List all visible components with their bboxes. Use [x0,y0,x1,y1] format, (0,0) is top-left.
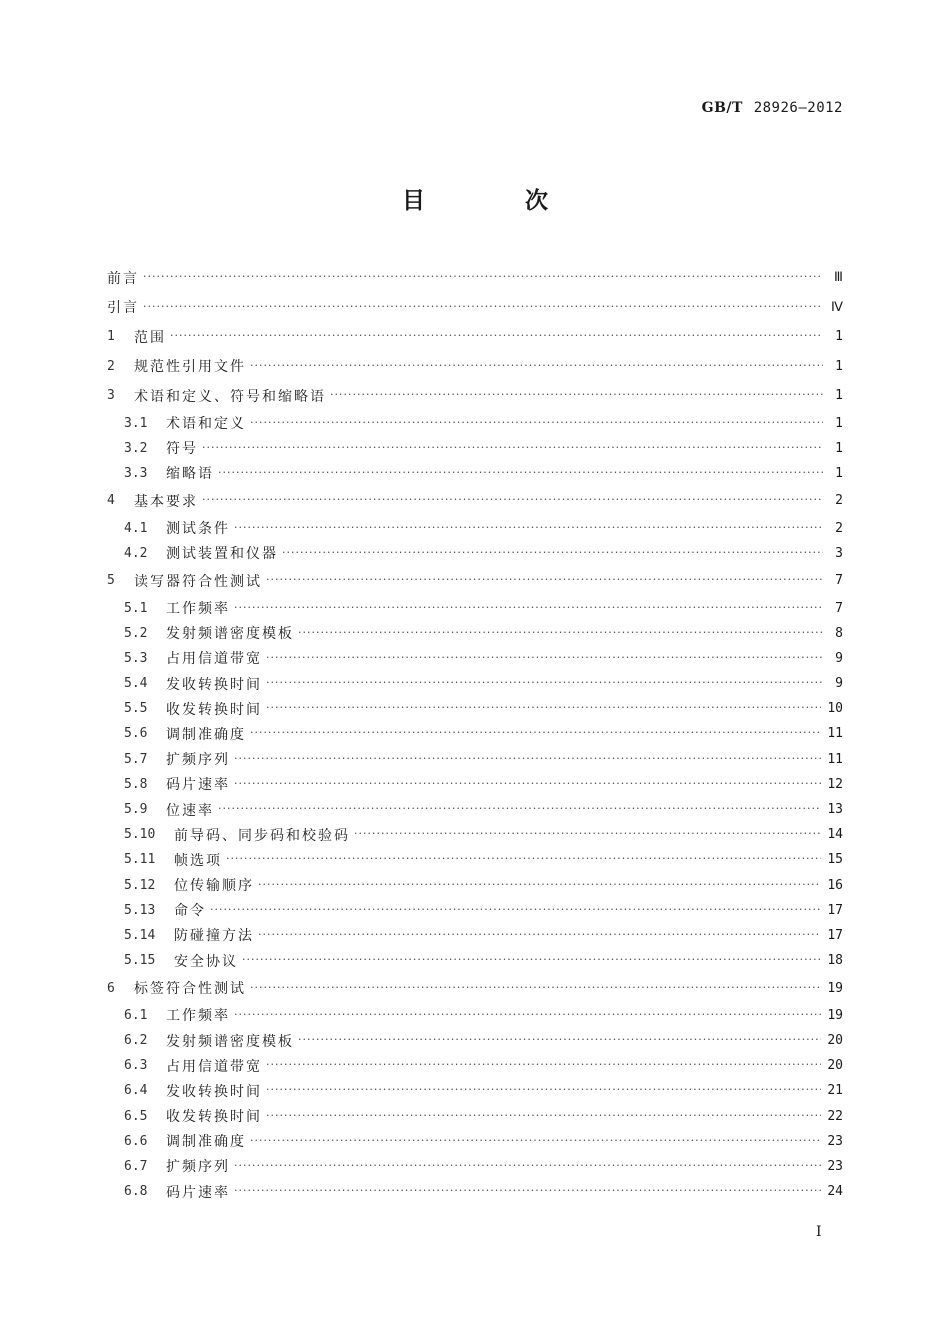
toc-entry[interactable] [107,1129,843,1154]
toc-entry[interactable] [107,747,843,772]
dot-leader [298,626,823,639]
toc-entry-title: 调制准确度 [166,1134,246,1151]
toc-entry[interactable] [107,1104,843,1129]
toc-entry-number: 5.7 [124,751,148,767]
dot-leader [242,953,821,966]
dot-leader [266,1083,821,1096]
toc-entry-title: 工作频率 [166,1008,230,1025]
toc-entry-page: 15 [827,852,843,868]
toc-entry-page: 19 [827,980,843,996]
toc-entry-title: 测试条件 [166,521,230,538]
toc-entry-number: 5.2 [124,625,148,641]
toc-entry[interactable] [107,566,843,596]
toc-entry-title: 发收转换时间 [166,1083,262,1100]
toc-entry[interactable] [107,948,843,973]
toc-entry-title: 收发转换时间 [166,701,262,718]
toc-entry[interactable] [107,595,843,620]
toc-entry[interactable] [107,1179,843,1204]
toc-entry-page: 13 [827,802,843,818]
dot-leader [250,1134,821,1147]
toc-entry[interactable] [107,721,843,746]
toc-entry-title: 位传输顺序 [174,878,254,895]
toc-entry-title: 调制准确度 [166,726,246,743]
toc-entry-page: Ⅳ [831,299,843,315]
toc-entry-page: 23 [827,1158,843,1174]
toc-entry[interactable] [107,923,843,948]
dot-leader [218,802,821,815]
toc-entry-title: 发收转换时间 [166,676,262,693]
toc-entry-page: 11 [827,726,843,742]
dot-leader [170,329,823,342]
toc-entry-title: 扩频序列 [166,1159,230,1176]
toc-entry-number: 5 [107,573,115,589]
dot-leader [250,726,821,739]
dot-leader [143,300,823,313]
toc-entry-page: 10 [827,701,843,717]
toc-entry-page: 20 [827,1033,843,1049]
toc-entry-page: Ⅲ [834,270,843,286]
dot-leader [266,573,823,586]
toc-entry-page: 17 [827,902,843,918]
toc-entry[interactable] [107,436,843,461]
toc-entry-number: 5.13 [124,902,156,918]
dot-leader [266,701,821,714]
table-of-contents [107,263,843,1204]
toc-entry[interactable] [107,898,843,923]
toc-entry-title: 码片速率 [166,777,230,794]
dot-leader [234,1184,821,1197]
dot-leader [258,928,821,941]
toc-entry-page: 22 [827,1108,843,1124]
toc-entry-page: 16 [827,877,843,893]
toc-entry-page: 3 [835,545,843,561]
dot-leader [218,466,823,479]
dot-leader [354,827,821,840]
dot-leader [330,388,823,401]
toc-entry-page: 24 [827,1184,843,1200]
standard-code [702,100,843,116]
toc-entry-number: 5.10 [124,827,156,843]
toc-entry-page: 12 [827,776,843,792]
toc-entry-number: 3 [107,388,115,404]
toc-entry[interactable] [107,293,843,323]
toc-entry-number: 5.5 [124,701,148,717]
toc-entry[interactable] [107,847,843,872]
dot-leader [298,1033,821,1046]
toc-entry[interactable] [107,381,843,411]
toc-entry-title: 帧选项 [174,852,222,869]
toc-entry[interactable] [107,461,843,486]
toc-entry-number: 6 [107,980,115,996]
toc-entry-page: 8 [835,625,843,641]
toc-entry-page: 9 [835,676,843,692]
dot-leader [202,441,823,454]
toc-entry-number: 6.1 [124,1007,148,1023]
toc-entry-page: 1 [835,329,843,345]
toc-entry-number: 6.5 [124,1108,148,1124]
toc-entry-number: 6.2 [124,1033,148,1049]
toc-entry-number: 6.3 [124,1058,148,1074]
toc-entry[interactable] [107,486,843,516]
toc-entry-number: 6.7 [124,1158,148,1174]
toc-entry[interactable] [107,696,843,721]
toc-entry[interactable] [107,352,843,382]
toc-entry-title: 基本要求 [134,493,198,510]
toc-entry-title: 扩频序列 [166,752,230,769]
toc-entry-page: 2 [835,493,843,509]
toc-entry-page: 2 [835,520,843,536]
dot-leader [282,546,823,559]
toc-entry-title: 前言 [107,270,139,287]
toc-entry-number: 5.11 [124,852,156,868]
toc-entry-title: 测试装置和仪器 [166,546,278,563]
toc-entry-page: 7 [835,573,843,589]
dot-leader [266,1058,821,1071]
dot-leader [143,270,823,283]
toc-entry-title: 读写器符合性测试 [134,573,262,590]
toc-entry-number: 5.15 [124,953,156,969]
toc-entry-page: 19 [827,1007,843,1023]
dot-leader [250,416,823,429]
toc-entry-number: 5.9 [124,802,148,818]
toc-entry-page: 14 [827,827,843,843]
toc-entry-title: 工作频率 [166,601,230,618]
toc-entry-number: 5.3 [124,650,148,666]
toc-entry-number: 4 [107,493,115,509]
toc-entry[interactable] [107,322,843,352]
toc-entry-number: 1 [107,329,115,345]
toc-entry-page: 9 [835,650,843,666]
toc-entry-page: 1 [835,388,843,404]
toc-entry-number: 5.14 [124,927,156,943]
toc-entry-title: 引言 [107,300,139,317]
toc-entry-number: 6.6 [124,1133,148,1149]
toc-entry-number: 5.12 [124,877,156,893]
dot-leader [202,493,823,506]
toc-entry-number: 5.4 [124,676,148,692]
toc-entry-page: 11 [827,751,843,767]
toc-entry-title: 占用信道带宽 [166,651,262,668]
standard-prefix: GB/T [701,100,743,116]
toc-entry-number: 4.2 [124,545,148,561]
toc-entry-number: 3.2 [124,440,148,456]
dot-leader [266,651,823,664]
toc-entry-number: 5.6 [124,726,148,742]
dot-leader [234,752,821,765]
toc-entry-page: 1 [835,440,843,456]
dot-leader [250,359,823,372]
toc-entry-title: 标签符合性测试 [134,981,246,997]
toc-entry-number: 4.1 [124,520,148,536]
toc-entry-title: 术语和定义、符号和缩略语 [134,388,326,405]
toc-entry-title: 缩略语 [166,466,214,483]
toc-entry[interactable] [107,822,843,847]
dot-leader [234,601,823,614]
dot-leader [250,981,821,994]
page-number: I [816,1224,822,1240]
toc-entry-page: 1 [835,358,843,374]
toc-entry-number: 6.4 [124,1083,148,1099]
toc-entry[interactable] [107,621,843,646]
dot-leader [266,676,823,689]
toc-entry-number: 3.3 [124,465,148,481]
toc-entry-title: 安全协议 [174,953,238,970]
toc-entry[interactable] [107,1154,843,1179]
toc-entry-title: 范围 [134,329,166,346]
dot-leader [226,852,821,865]
toc-title: 目 次 [401,188,594,214]
toc-entry[interactable] [107,516,843,541]
toc-entry-title: 发射频谱密度模板 [166,626,294,643]
toc-entry-page: 1 [835,415,843,431]
toc-entry-number: 2 [107,358,115,374]
toc-entry-page: 23 [827,1133,843,1149]
dot-leader [258,878,821,891]
toc-entry-number: 5.8 [124,776,148,792]
toc-entry[interactable] [107,797,843,822]
toc-entry-title: 码片速率 [166,1184,230,1201]
toc-entry[interactable] [107,263,843,293]
dot-leader [234,1159,821,1172]
toc-entry-page: 21 [827,1083,843,1099]
toc-entry-title: 位速率 [166,802,214,819]
toc-entry-page: 17 [827,927,843,943]
standard-number: 28926—2012 [753,100,843,116]
toc-entry-title: 发射频谱密度模板 [166,1033,294,1050]
toc-entry-page: 7 [835,600,843,616]
toc-entry-title: 术语和定义 [166,416,246,433]
toc-entry-page: 1 [835,465,843,481]
toc-entry-title: 规范性引用文件 [134,359,246,376]
toc-entry[interactable] [107,411,843,436]
toc-entry[interactable] [107,1028,843,1053]
toc-entry-title: 前导码、同步码和校验码 [174,827,350,844]
toc-entry-title: 占用信道带宽 [166,1058,262,1075]
toc-entry-number: 5.1 [124,600,148,616]
toc-entry-number: 6.8 [124,1184,148,1200]
toc-entry-page: 20 [827,1058,843,1074]
toc-entry-number: 3.1 [124,415,148,431]
toc-entry-page: 18 [827,953,843,969]
toc-entry[interactable] [107,1053,843,1078]
toc-entry-title: 命令 [174,903,206,920]
toc-entry-title: 符号 [166,441,198,458]
dot-leader [234,1008,821,1021]
dot-leader [234,521,823,534]
toc-entry[interactable] [107,1078,843,1103]
dot-leader [210,903,821,916]
toc-entry-title: 收发转换时间 [166,1109,262,1126]
toc-entry[interactable] [107,873,843,898]
dot-leader [234,777,821,790]
toc-entry[interactable] [107,1003,843,1028]
toc-entry[interactable] [107,541,843,566]
toc-entry[interactable] [107,973,843,1003]
toc-entry-title: 防碰撞方法 [174,928,254,945]
toc-entry[interactable] [107,671,843,696]
toc-entry[interactable] [107,646,843,671]
dot-leader [266,1109,821,1122]
toc-entry[interactable] [107,772,843,797]
